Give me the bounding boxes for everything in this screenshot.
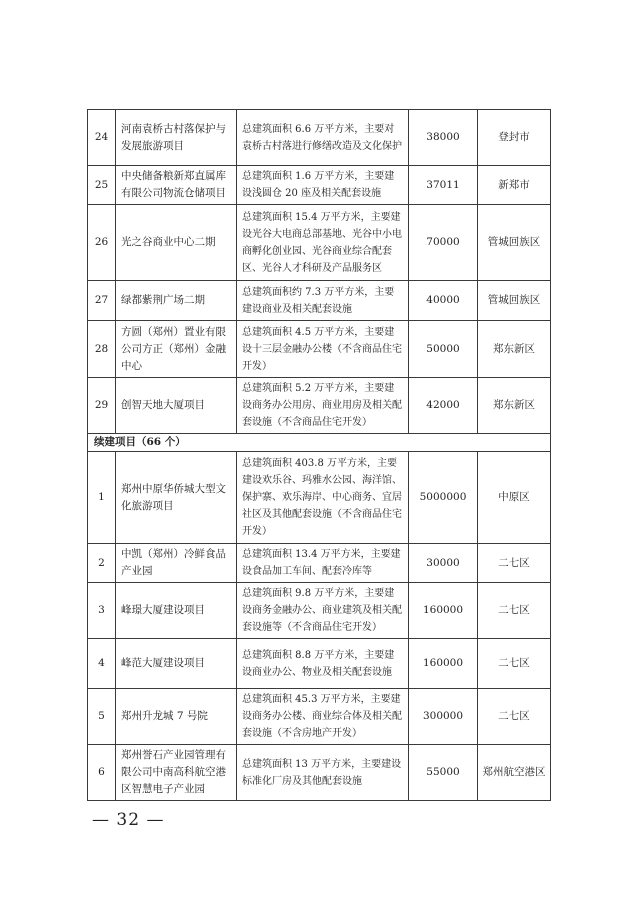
investment-amount: 300000 <box>409 689 478 745</box>
table-row <box>88 689 551 745</box>
row-seq: 26 <box>88 205 116 281</box>
project-name: 峰璟大厦建设项目 <box>116 583 237 639</box>
project-name: 河南袁桥古村落保护与发展旅游项目 <box>116 110 237 166</box>
project-name: 郑州誉石产业园管理有限公司中南高科航空港区智慧电子产业园 <box>116 745 237 801</box>
table-row <box>88 639 551 689</box>
project-area: 管城回族区 <box>478 281 551 321</box>
table-row <box>88 166 551 205</box>
project-area: 郑东新区 <box>478 321 551 378</box>
investment-amount: 30000 <box>409 544 478 583</box>
project-content: 总建筑面积 9.8 万平方米，主要建设商务金融办公、商业建筑及相关配套设施等（不含商品住宅开发） <box>237 583 409 639</box>
project-name: 峰范大厦建设项目 <box>116 639 237 689</box>
investment-amount: 160000 <box>409 583 478 639</box>
project-name: 中凯（郑州）冷鲜食品产业园 <box>116 544 237 583</box>
row-seq: 6 <box>88 745 116 801</box>
project-area: 郑州航空港区 <box>478 745 551 801</box>
project-name: 中央储备粮新郑直属库有限公司物流仓储项目 <box>116 166 237 205</box>
project-content: 总建筑面积 13.4 万平方米，主要建设食品加工车间、配套冷库等 <box>237 544 409 583</box>
project-name: 绿都紫荆广场二期 <box>116 281 237 321</box>
investment-amount: 42000 <box>409 378 478 434</box>
project-name: 郑州中原华侨城大型文化旅游项目 <box>116 452 237 544</box>
project-content: 总建筑面积约 7.3 万平方米，主要建设商业及相关配套设施 <box>237 281 409 321</box>
table-row <box>88 110 551 166</box>
table-row <box>88 281 551 321</box>
section-row <box>88 434 551 452</box>
project-area: 二七区 <box>478 639 551 689</box>
table-row <box>88 321 551 378</box>
row-seq: 4 <box>88 639 116 689</box>
row-seq: 3 <box>88 583 116 639</box>
row-seq: 2 <box>88 544 116 583</box>
project-content: 总建筑面积 4.5 万平方米，主要建设十三层金融办公楼（不含商品住宅开发） <box>237 321 409 378</box>
section-label: 续建项目（66 个） <box>88 434 551 452</box>
investment-amount: 50000 <box>409 321 478 378</box>
project-content: 总建筑面积 15.4 万平方米，主要建设光谷大电商总部基地、光谷中小电商孵化创业园、光谷商业综合配套区、光谷人才科研及产品服务区 <box>237 205 409 281</box>
row-seq: 28 <box>88 321 116 378</box>
row-seq: 29 <box>88 378 116 434</box>
row-seq: 24 <box>88 110 116 166</box>
project-name: 光之谷商业中心二期 <box>116 205 237 281</box>
row-seq: 5 <box>88 689 116 745</box>
project-name: 郑州升龙城 7 号院 <box>116 689 237 745</box>
row-seq: 27 <box>88 281 116 321</box>
project-area: 登封市 <box>478 110 551 166</box>
project-content: 总建筑面积 6.6 万平方米，主要对袁桥古村落进行修缮改造及文化保护 <box>237 110 409 166</box>
project-content: 总建筑面积 13 万平方米，主要建设标准化厂房及其他配套设施 <box>237 745 409 801</box>
project-area: 二七区 <box>478 689 551 745</box>
investment-amount: 37011 <box>409 166 478 205</box>
investment-amount: 160000 <box>409 639 478 689</box>
page-number: — 32 — <box>92 810 165 830</box>
project-area: 二七区 <box>478 544 551 583</box>
project-area: 中原区 <box>478 452 551 544</box>
table-row <box>88 583 551 639</box>
project-area: 二七区 <box>478 583 551 639</box>
project-content: 总建筑面积 403.8 万平方米，主要建设欢乐谷、玛雅水公园、海洋馆、保护寨、欢乐海岸、中心商务、宜居社区及其他配套设施（不含商品住宅开发） <box>237 452 409 544</box>
investment-amount: 40000 <box>409 281 478 321</box>
project-content: 总建筑面积 1.6 万平方米，主要建设浅圆仓 20 座及相关配套设施 <box>237 166 409 205</box>
project-area: 管城回族区 <box>478 205 551 281</box>
row-seq: 1 <box>88 452 116 544</box>
investment-amount: 5000000 <box>409 452 478 544</box>
table-row <box>88 745 551 801</box>
investment-amount: 38000 <box>409 110 478 166</box>
project-content: 总建筑面积 5.2 万平方米，主要建设商务办公用房、商业用房及相关配套设施（不含商品住宅开发） <box>237 378 409 434</box>
project-name: 创智天地大厦项目 <box>116 378 237 434</box>
row-seq: 25 <box>88 166 116 205</box>
project-area: 郑东新区 <box>478 378 551 434</box>
investment-amount: 70000 <box>409 205 478 281</box>
investment-amount: 55000 <box>409 745 478 801</box>
project-name: 方圆（郑州）置业有限公司方正（郑州）金融中心 <box>116 321 237 378</box>
table-row <box>88 452 551 544</box>
table-row <box>88 544 551 583</box>
project-content: 总建筑面积 8.8 万平方米，主要建设商业办公、物业及相关配套设施 <box>237 639 409 689</box>
project-table <box>87 109 551 801</box>
table-row <box>88 378 551 434</box>
project-area: 新郑市 <box>478 166 551 205</box>
project-content: 总建筑面积 45.3 万平方米，主要建设商务办公楼、商业综合体及相关配套设施（不含房地产开发） <box>237 689 409 745</box>
table-row <box>88 205 551 281</box>
